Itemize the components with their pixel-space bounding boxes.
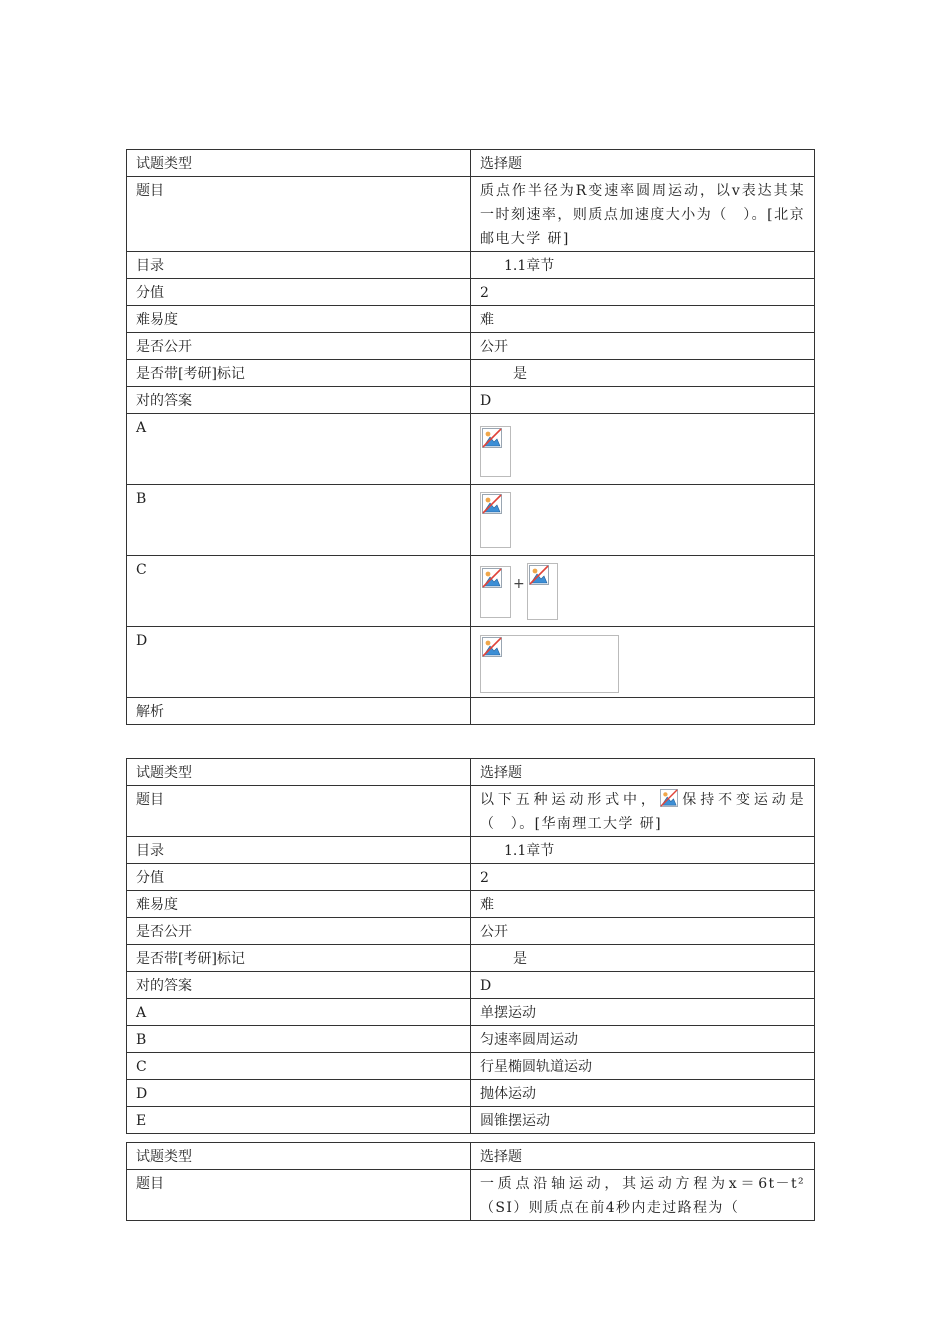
table-row [127,918,815,945]
type-label: 试题类型 [127,1143,471,1170]
table-row [127,1170,815,1221]
catalog-value: 1.1章节 [504,843,555,859]
public-value: 公开 [471,333,815,360]
table-row [127,891,815,918]
difficulty-value: 难 [471,891,815,918]
table-row [127,1053,815,1080]
option-a-image [480,426,511,477]
difficulty-label: 难易度 [127,306,471,333]
option-c-text: 行星椭圆轨道运动 [471,1053,815,1080]
option-b-image [480,492,511,548]
catalog-label: 目录 [127,252,471,279]
catalog-label: 目录 [127,837,471,864]
score-value: 2 [471,864,815,891]
table-row [127,252,815,279]
option-e-label: E [127,1107,471,1134]
broken-image-icon [660,789,678,807]
question-text-after: 保持不变运动是（ ）。[华南理工大学 研] [480,792,805,832]
kaoyan-mark-label: 是否带[考研]标记 [127,945,471,972]
table-row [127,945,815,972]
correct-answer-value: D [471,972,815,999]
option-b-label: B [127,485,471,556]
table-row [127,333,815,360]
option-d-label: D [127,1080,471,1107]
option-a-label: A [127,414,471,485]
table-row [127,414,815,485]
broken-image-icon [529,565,549,585]
public-value: 公开 [471,918,815,945]
option-c-label: C [127,556,471,627]
option-a-text: 单摆运动 [471,999,815,1026]
table-row [127,1143,815,1170]
option-c-plus: + [513,576,525,592]
table-row [127,279,815,306]
question-table-2 [126,758,815,1134]
question-table-3 [126,1142,815,1221]
table-row [127,387,815,414]
table-row [127,1080,815,1107]
table-row [127,485,815,556]
table-row [127,306,815,333]
option-e-text: 圆锥摆运动 [471,1107,815,1134]
public-label: 是否公开 [127,333,471,360]
option-c-label: C [127,1053,471,1080]
broken-image-icon [482,494,502,514]
table-row [127,837,815,864]
difficulty-label: 难易度 [127,891,471,918]
question-text: 质点作半径为R变速率圆周运动，以v表达其某一时刻速率，则质点加速度大小为（ ）。[北京邮电大学 研] [471,177,815,252]
table-row [127,150,815,177]
table-row [127,360,815,387]
broken-image-icon [482,637,502,657]
question-table-1 [126,149,815,725]
type-value: 选择题 [471,1143,815,1170]
question-text [471,786,815,837]
option-a-label: A [127,999,471,1026]
question-text-before: 以下五种运动形式中， [480,792,659,808]
kaoyan-mark-value: 是 [513,951,527,967]
type-value: 选择题 [471,150,815,177]
difficulty-value: 难 [471,306,815,333]
option-b-label: B [127,1026,471,1053]
analysis-value [471,698,815,725]
table-row [127,556,815,627]
type-label: 试题类型 [127,150,471,177]
type-label: 试题类型 [127,759,471,786]
table-row [127,698,815,725]
question-label: 题目 [127,786,471,837]
analysis-label: 解析 [127,698,471,725]
option-d-text: 抛体运动 [471,1080,815,1107]
kaoyan-mark-value: 是 [513,366,527,382]
catalog-value: 1.1章节 [504,258,555,274]
question-label: 题目 [127,1170,471,1221]
option-d-label: D [127,627,471,698]
table-row [127,786,815,837]
table-row [127,1026,815,1053]
question-label: 题目 [127,177,471,252]
table-row [127,627,815,698]
broken-image-icon [482,428,502,448]
correct-answer-label: 对的答案 [127,387,471,414]
table-row [127,177,815,252]
table-row [127,1107,815,1134]
score-value: 2 [471,279,815,306]
option-c-image-2 [527,563,558,620]
table-row [127,999,815,1026]
score-label: 分值 [127,279,471,306]
kaoyan-mark-label: 是否带[考研]标记 [127,360,471,387]
table-row [127,864,815,891]
option-b-text: 匀速率圆周运动 [471,1026,815,1053]
option-c-image-1 [480,566,511,618]
table-row [127,759,815,786]
correct-answer-label: 对的答案 [127,972,471,999]
public-label: 是否公开 [127,918,471,945]
score-label: 分值 [127,864,471,891]
question-text: 一质点沿轴运动，其运动方程为x＝6t－t²（SI）则质点在前4秒内走过路程为（ [471,1170,815,1221]
correct-answer-value: D [471,387,815,414]
table-row [127,972,815,999]
option-d-image [480,635,619,693]
type-value: 选择题 [471,759,815,786]
broken-image-icon [482,568,502,588]
